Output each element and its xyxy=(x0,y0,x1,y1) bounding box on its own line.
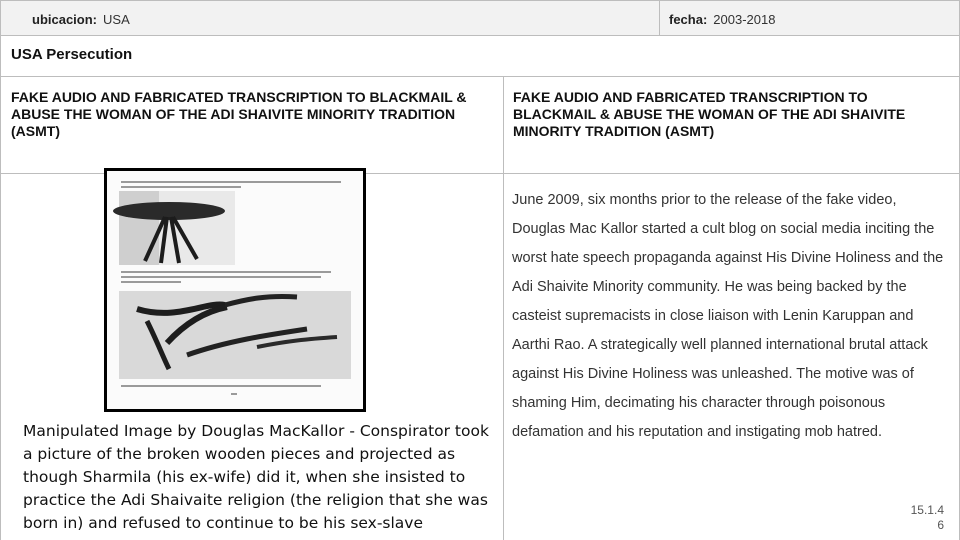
slide-number xyxy=(911,503,944,533)
slide-number-line2: 6 xyxy=(937,518,944,532)
date-value: 2003-2018 xyxy=(713,12,776,27)
section-title-cell xyxy=(0,35,960,77)
evidence-photo-illustration xyxy=(107,171,363,409)
slide-number-line1: 15.1.4 xyxy=(910,503,944,517)
section-title: USA Persecution xyxy=(11,46,133,63)
date-label: fecha: xyxy=(669,12,708,27)
date-cell xyxy=(659,0,960,36)
location-label: ubicacion: xyxy=(32,12,98,27)
location-cell xyxy=(0,0,660,36)
location-value: USA xyxy=(103,12,130,27)
right-heading-cell xyxy=(503,76,960,174)
right-heading: FAKE AUDIO AND FABRICATED TRANSCRIPTION TO BLACKMAIL & ABUSE THE WOMAN OF THE ADI SHAIVITE MINORITY TRADITION (ASMT) xyxy=(513,89,906,139)
evidence-photo xyxy=(104,168,366,412)
image-caption: Manipulated Image by Douglas MacKallor - Conspirator took a picture of the broken wooden pieces and projected as though Sharmila (his ex-wife) did it, when she insisted to practice the Adi Shaivaite religion (the religion that she was born in) and refused to continue to be his sex-slave xyxy=(23,422,489,532)
left-heading-cell xyxy=(0,76,504,174)
left-heading: FAKE AUDIO AND FABRICATED TRANSCRIPTION TO BLACKMAIL & ABUSE THE WOMAN OF THE ADI SHAIVITE MINORITY TRADITION (ASMT) xyxy=(11,89,467,139)
body-paragraph: June 2009, six months prior to the release of the fake video, Douglas Mac Kallor started a cult blog on social media inciting the worst hate speech propaganda against His Divine Holiness and the Adi Shaivite Minority community. He was being backed by the casteist supremacists in close liaison with Lenin Karuppan and Aarthi Rao. A strategically well planned international brutal attack against His Divine Holiness was unleashed. The motive was of shaming Him, decimating his character through poisonous defamation and his reputation and instigating mob hatred. xyxy=(512,192,944,440)
